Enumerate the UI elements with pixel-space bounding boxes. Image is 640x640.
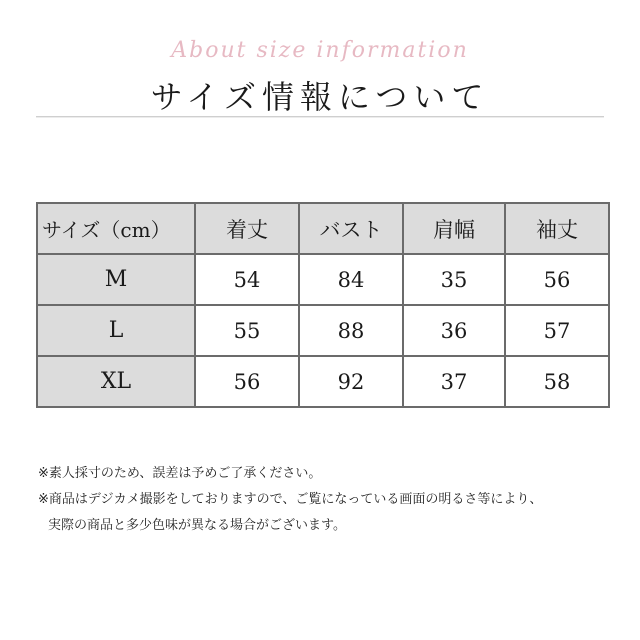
table-cell: 54 (195, 254, 299, 305)
row-size-label: M (37, 254, 195, 305)
script-heading: About size information (171, 38, 469, 63)
row-size-label: L (37, 305, 195, 356)
header-length: 着丈 (195, 203, 299, 254)
header-shoulder: 肩幅 (403, 203, 505, 254)
header-size: サイズ（cm） (37, 203, 195, 254)
table-cell: 84 (299, 254, 403, 305)
table-cell: 88 (299, 305, 403, 356)
table-row (37, 356, 609, 407)
table-cell: 56 (505, 254, 609, 305)
table-cell: 58 (505, 356, 609, 407)
title-divider (36, 116, 604, 117)
size-table (36, 202, 610, 408)
table-cell: 36 (403, 305, 505, 356)
notes (38, 461, 618, 539)
note-line: ※素人採寸のため、誤差は予めご了承ください。 (38, 466, 322, 481)
table-row (37, 305, 609, 356)
note-line: ※商品はデジカメ撮影をしておりますので、ご覧になっている画面の明るさ等により、 (38, 492, 543, 507)
table-row (37, 254, 609, 305)
table-cell: 92 (299, 356, 403, 407)
page-title: サイズ情報について (150, 78, 490, 116)
row-size-label: XL (37, 356, 195, 407)
table-cell: 37 (403, 356, 505, 407)
table-cell: 35 (403, 254, 505, 305)
header-sleeve: 袖丈 (505, 203, 609, 254)
table-cell: 56 (195, 356, 299, 407)
header-bust: バスト (299, 203, 403, 254)
table-cell: 55 (195, 305, 299, 356)
table-header-row (37, 203, 609, 254)
table-cell: 57 (505, 305, 609, 356)
note-line: 実際の商品と多少色味が異なる場合がございます。 (48, 518, 346, 533)
